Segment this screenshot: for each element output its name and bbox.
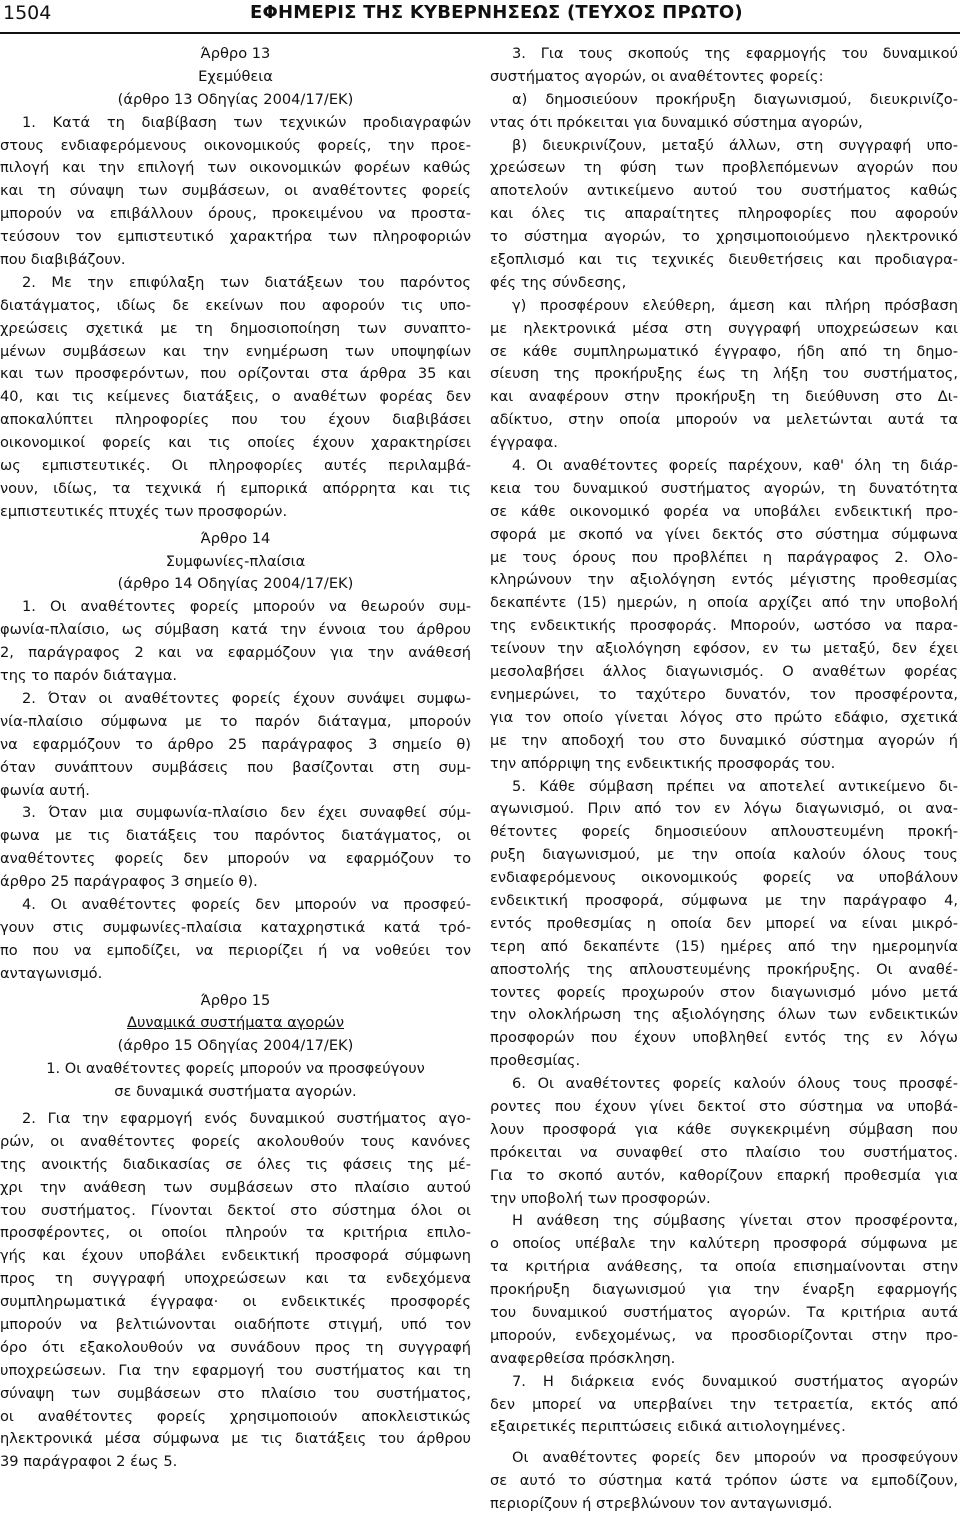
- paragraph-spacer: [490, 1439, 958, 1447]
- text-line: ντας ότι πρόκειται για δυναμικό σύστημα αγορών,: [490, 113, 863, 131]
- text-line: στους ενδιαφερόμενους οικονομικούς φορείς, την προε-: [0, 136, 471, 154]
- heading-line: (άρθρο 15 Οδηγίας 2004/17/ΕΚ): [117, 1037, 354, 1055]
- text-line: 5. Κάθε σύμβαση πρέπει να αποτελεί αντικείμενο δι-: [512, 777, 958, 795]
- text-line: οι αναθέτοντες φορείς χρησιμοποιούν αποκλειστικώς: [0, 1407, 471, 1425]
- text-line: διατάγματος, ιδίως δε εκείνων που αφορούν τις υπο-: [0, 296, 471, 314]
- text-line: με τους όρους που προβλέπει η παράγραφος 2. Ολο-: [490, 548, 958, 566]
- text-line: δεν μπορεί να υπερβαίνει την τετραετία, εκτός από: [490, 1395, 958, 1413]
- text-line: γ) προσφέρουν ελεύθερη, άμεση και πλήρη πρόσβαση: [512, 296, 958, 314]
- text-line: 40, και τις κείμενες διατάξεις, ο αναθέτων φορέας δεν: [0, 388, 471, 406]
- text-line: 2. Για την εφαρμογή ενός δυναμικού συστήματος αγο-: [22, 1109, 471, 1127]
- text-line: περιορίζουν ή στρεβλώνουν τον ανταγωνισμό.: [490, 1495, 833, 1513]
- text-line: σε αυτό το σύστημα κατά τρόπον ώστε να εμποδίζουν,: [490, 1472, 958, 1490]
- text-line: φωνία αυτή.: [0, 781, 90, 799]
- text-line: προκήρυξη διαγωνισμού για την έναρξη εφαρμογής: [490, 1281, 958, 1299]
- heading-line: Συμφωνίες-πλαίσια: [165, 552, 306, 570]
- gazette-title: ΕΦΗΜΕΡΙΣ ΤΗΣ ΚΥΒΕΡΝΗΣΕΩΣ (ΤΕΥΧΟΣ ΠΡΩΤΟ): [250, 2, 743, 23]
- heading-line: Εχεμύθεια: [198, 67, 273, 85]
- text-line: εντός προθεσμίας η οποία δεν μπορεί να είναι μικρό-: [490, 914, 958, 932]
- text-line: και τη σύναψη των συμβάσεων, οι αναθέτοντες φορείς: [0, 182, 471, 200]
- heading-line: (άρθρο 14 Οδηγίας 2004/17/ΕΚ): [117, 575, 354, 593]
- text-line: και των προσφερόντων, που ορίζονται στα άρθρα 35 και: [0, 365, 471, 383]
- heading-line: Άρθρο 13: [200, 45, 271, 62]
- text-line: όρο ότι εξακολουθούν να συνάδουν προς τη συγγραφή: [0, 1338, 471, 1356]
- text-line: ως εμπιστευτικές. Οι πληροφορίες αυτές περιλαμβά-: [0, 457, 471, 475]
- text-line: να εφαρμόζουν το άρθρο 25 παράγραφος 3 σημείο θ): [0, 735, 471, 753]
- text-line: αδίκτυο, στην οποία μπορούν να μελετώνται αυτά τα: [490, 411, 958, 429]
- page-number: 1504: [3, 2, 52, 24]
- text-line: προς τη συγγραφή υποχρεώσεων και τα ενδεχόμενα: [0, 1270, 471, 1288]
- text-line: της το παρόν διάταγμα.: [0, 667, 178, 685]
- text-line: 7. Η διάρκεια ενός δυναμικού συστήματος αγορών: [512, 1372, 958, 1390]
- text-line: μένων συμβάσεων και την ενημέρωση των υποψηφίων: [0, 342, 471, 360]
- text-line: αγωνισμού. Πριν από τον εν λόγω διαγωνισμό, οι ανα-: [490, 800, 958, 818]
- text-line: της ανοικτής διαδικασίας σε όλες τις φάσεις της μέ-: [0, 1155, 471, 1173]
- left-column: [0, 43, 471, 1474]
- text-line: την απόρριψη της ενδεικτικής προσφοράς του.: [490, 754, 836, 772]
- text-line: και όλες τις απαραίτητες πληροφορίες που αφορούν: [490, 205, 958, 223]
- text-line: Η ανάθεση της σύμβασης γίνεται στον προσφέροντα,: [512, 1212, 958, 1230]
- heading-line: σε δυναμικά συστήματα αγορών.: [114, 1083, 357, 1101]
- text-line: ο οποίος υπέβαλε την καλύτερη προσφορά σύμφωνα με: [490, 1235, 958, 1253]
- text-line: άρθρο 25 παράγραφος 3 σημείο θ).: [0, 873, 258, 891]
- text-line: εμπιστευτικές πτυχές των προσφορών.: [0, 502, 288, 520]
- text-line: σύναψη των συμβάσεων στο πλαίσιο του συστήματος,: [0, 1384, 471, 1402]
- text-line: το σύστημα αγορών, το χρησιμοποιούμενο ηλεκτρονικό: [490, 228, 958, 246]
- text-line: όταν συνάπτουν συμβάσεις που βασίζονται στη συμ-: [0, 758, 471, 776]
- text-line: ρυξη διαγωνισμού, με την οποία καλούν όλους τους: [490, 846, 958, 864]
- text-line: 1. Οι αναθέτοντες φορείς μπορούν να θεωρούν συμ-: [22, 598, 471, 616]
- text-line: 4. Οι αναθέτοντες φορείς παρέχουν, καθ' όλη τη διάρ-: [512, 457, 958, 475]
- text-line: τοντες φορείς προχωρούν στον διαγωνισμό μόνο μετά: [490, 983, 958, 1001]
- text-line: φωνα με τις διατάξεις του παρόντος διατάγματος, οι: [0, 827, 471, 845]
- text-line: της ενδεικτικής προσφοράς. Μπορούν, ωστόσο να παρα-: [490, 617, 958, 635]
- text-line: σφορά με σκοπό να γίνει δεκτός στο σύστημα σύμφωνα: [490, 525, 958, 543]
- text-line: εξοπλισμό και τις τεχνικές διευθετήσεις και προδιαγρα-: [490, 251, 958, 269]
- text-line: ενημερώνει, το ταχύτερο δυνατόν, τον προσφέροντα,: [490, 685, 958, 703]
- text-line: 6. Οι αναθέτοντες φορείς καλούν όλους τους προσφέ-: [512, 1075, 958, 1093]
- text-line: πιλογή και την επιλογή των οικονομικών φορέων καθώς: [0, 159, 471, 177]
- text-line: 2. Με την επιφύλαξη των διατάξεων του παρόντος: [22, 273, 471, 291]
- text-line: β) διευκρινίζουν, μεταξύ άλλων, στη συγγραφή υπο-: [512, 136, 958, 154]
- text-line: μεσολαβήσει άλλος διαγωνισμός. Ο αναθέτων φορέας: [490, 663, 958, 681]
- text-line: ρών, οι αναθέτοντες φορείς ακολουθούν τους κανόνες: [0, 1132, 471, 1150]
- text-line: λουν προσφορά για κάθε συγκεκριμένη σύμβαση που: [490, 1120, 958, 1138]
- text-line: έγγραφα.: [490, 434, 558, 452]
- text-line: ανταγωνισμό.: [0, 964, 103, 982]
- text-line: σε κάθε συμπληρωματικό έγγραφο, ήδη από τη δημο-: [490, 342, 958, 360]
- text-line: με την αποδοχή του στο δυναμικό σύστημα αγορών ή: [490, 731, 958, 749]
- text-line: αναφερθείσα πρόσκληση.: [490, 1349, 676, 1367]
- heading-line: Άρθρο 14: [200, 529, 271, 547]
- text-line: για τον οποίο γίνεται λόγος στο πρώτο εδάφιο, σχετικά: [490, 708, 958, 726]
- text-line: γουν στις συμφωνίες-πλαίσια καταχρηστικά κατά τρό-: [0, 918, 471, 936]
- text-line: που διαβιβάζουν.: [0, 251, 126, 269]
- text-line: κληρώνουν την αξιολόγηση εντός μέγιστης προθεσμίας: [490, 571, 958, 589]
- text-line: θέτοντες φορείς δημοσιεύουν απλουστευμένη προκή-: [490, 823, 958, 841]
- text-line: με ηλεκτρονικά μέσα στη συγγραφή υποχρεώσεων και: [490, 319, 958, 337]
- text-line: 39 παράγραφοι 2 έως 5.: [0, 1453, 178, 1471]
- text-line: ενδιαφερόμενους οικονομικούς φορείς να υποβάλουν: [490, 869, 958, 887]
- heading-line: 1. Οι αναθέτοντες φορείς μπορούν να προσφεύγουν: [46, 1060, 425, 1078]
- text-line: φωνία-πλαίσιο, ως σύμβαση κατά την έννοια του άρθρου: [0, 621, 471, 639]
- text-line: μπορούν, ενδεχομένως, να προσδιορίζονται στην προ-: [490, 1326, 958, 1344]
- text-line: την υποβολή των προσφορών.: [490, 1189, 711, 1207]
- text-line: χρεώσεις σχετικά με τη δημοσιοποίηση των συναπτο-: [0, 319, 471, 337]
- heading-line: Δυναμικά συστήματα αγορών: [126, 1014, 345, 1032]
- text-line: νουν, ιδίως, τα τεχνικά ή εμπορικά απόρρητα και τις: [0, 479, 471, 497]
- text-line: υποχρεώσεων. Για την εφαρμογή του συστήματος και τη: [0, 1361, 471, 1379]
- text-line: 4. Οι αναθέτοντες φορείς δεν μπορούν να προσφεύ-: [22, 895, 471, 913]
- text-line: την ολοκλήρωση της αξιολόγησης όλων των ενδεικτικών: [490, 1006, 958, 1024]
- text-line: προσφέροντες, οι οποίοι πληρούν τα κριτήρια επιλο-: [0, 1224, 471, 1242]
- text-line: ροντες που έχουν γίνει δεκτοί στο σύστημα να υποβά-: [490, 1097, 958, 1115]
- text-line: κεια του δυναμικού συστήματος αγορών, τη δυνατότητα: [490, 479, 958, 497]
- text-line: Για το σκοπό αυτόν, καθορίζουν επαρκή προθεσμία για: [490, 1166, 958, 1184]
- text-line: αποκαλύπτει πληροφορίες που του έχουν διαβιβάσει: [0, 411, 471, 429]
- text-line: αποτελούν αντικείμενο αυτού του συστήματος καθώς: [490, 182, 958, 200]
- text-line: ηλεκτρονικά μέσα σύμφωνα με τις διατάξεις του άρθρου: [0, 1430, 471, 1448]
- text-line: τα κριτήρια ανάθεσης, τα οποία επισημαίνονται στην: [490, 1258, 958, 1276]
- text-line: φές της σύνδεσης,: [490, 273, 627, 291]
- text-line: 1. Κατά τη διαβίβαση των τεχνικών προδιαγραφών: [22, 113, 471, 131]
- text-line: 3. Όταν μια συμφωνία-πλαίσιο δεν έχει συναφθεί σύμ-: [22, 804, 471, 822]
- text-line: μπορούν να βελτιώνονται οιαδήποτε στιγμή, υπό τον: [0, 1315, 471, 1333]
- text-line: σίευση της προκήρυξης έως τη λήξη του συστήματος,: [490, 365, 958, 383]
- text-line: του συστήματος. Γίνονται δεκτοί στο σύστημα όλοι οι: [0, 1201, 471, 1219]
- text-line: α) δημοσιεύουν προκήρυξη διαγωνισμού, διευκρινίζο-: [512, 90, 958, 108]
- text-line: Οι αναθέτοντες φορείς δεν μπορούν να προσφεύγουν: [512, 1449, 958, 1467]
- text-line: προσφορών που έχουν υποβληθεί εντός της εν λόγω: [490, 1029, 958, 1047]
- text-line: χρι την ανάθεση των συμβάσεων στο πλαίσιο αυτού: [0, 1178, 471, 1196]
- text-line: πο που να εμποδίζει, να περιορίζει ή να νοθεύει τον: [0, 941, 471, 959]
- text-line: γής και έχουν υποβάλει ενδεικτική προσφορά σύμφωνη: [0, 1247, 471, 1265]
- text-line: οικονομικοί φορείς και τις οποίες έχουν χαρακτηρίσει: [0, 434, 471, 452]
- text-line: 3. Για τους σκοπούς της εφαρμογής του δυναμικού: [512, 45, 958, 62]
- heading-line: (άρθρο 13 Οδηγίας 2004/17/ΕΚ): [117, 90, 354, 108]
- text-line: μπορούν να επιβάλλουν όρους, προκειμένου να προστα-: [0, 205, 471, 223]
- text-line: αποστολής της απλουστευμένης προκήρυξης. Οι αναθέ-: [490, 960, 958, 978]
- text-line: του δυναμικού συστήματος αγορών. Τα κριτήρια αυτά: [490, 1303, 958, 1321]
- heading-line: Άρθρο 15: [200, 991, 271, 1009]
- text-line: και αναφέρουν στην προκήρυξη τη διεύθυνση στο Δι-: [490, 388, 958, 406]
- text-line: συστήματος αγορών, οι αναθέτοντες φορείς:: [490, 67, 824, 85]
- text-line: ενδεικτική προσφορά, σύμφωνα με την παράγραφο 4,: [490, 891, 958, 909]
- text-line: δεκαπέντε (15) ημερών, η οποία αρχίζει από την υποβολή: [490, 594, 958, 612]
- text-line: 2, παράγραφος 2 και να εφαρμόζουν για την ανάθεσή: [0, 644, 471, 662]
- text-line: συμπληρωματικά έγγραφα· οι ενδεικτικές προσφορές: [0, 1293, 471, 1311]
- text-line: τερη από δεκαπέντε (15) ημέρες από την ημερομηνία: [490, 937, 958, 955]
- text-line: 2. Όταν οι αναθέτοντες φορείς έχουν συνάψει συμφω-: [22, 689, 471, 707]
- text-line: νία-πλαίσιο σύμφωνα με το παρόν διάταγμα, μπορούν: [0, 712, 471, 730]
- text-line: τείνουν την αξιολόγηση εφόσον, εν τω μεταξύ, δεν έχει: [490, 640, 958, 658]
- text-line: προθεσμίας.: [490, 1052, 581, 1070]
- text-line: τεύσουν τον εμπιστευτικό χαρακτήρα των πληροφοριών: [0, 228, 471, 246]
- right-column: [490, 43, 958, 1516]
- text-line: πρόκειται να συναφθεί στο πλαίσιο του συστήματος.: [490, 1143, 958, 1161]
- page-header: [0, 0, 960, 34]
- text-line: σε κάθε οικονομικό φορέα να υποβάλει ενδεικτική προ-: [490, 502, 958, 520]
- text-line: εξαιρετικές περιπτώσεις ειδικά αιτιολογημένες.: [490, 1418, 846, 1436]
- text-line: αναθέτοντες φορείς δεν μπορούν να εφαρμόζουν το: [0, 850, 471, 868]
- text-line: χρεώσεων τη φύση των προβλεπόμενων αγορών που: [490, 159, 958, 177]
